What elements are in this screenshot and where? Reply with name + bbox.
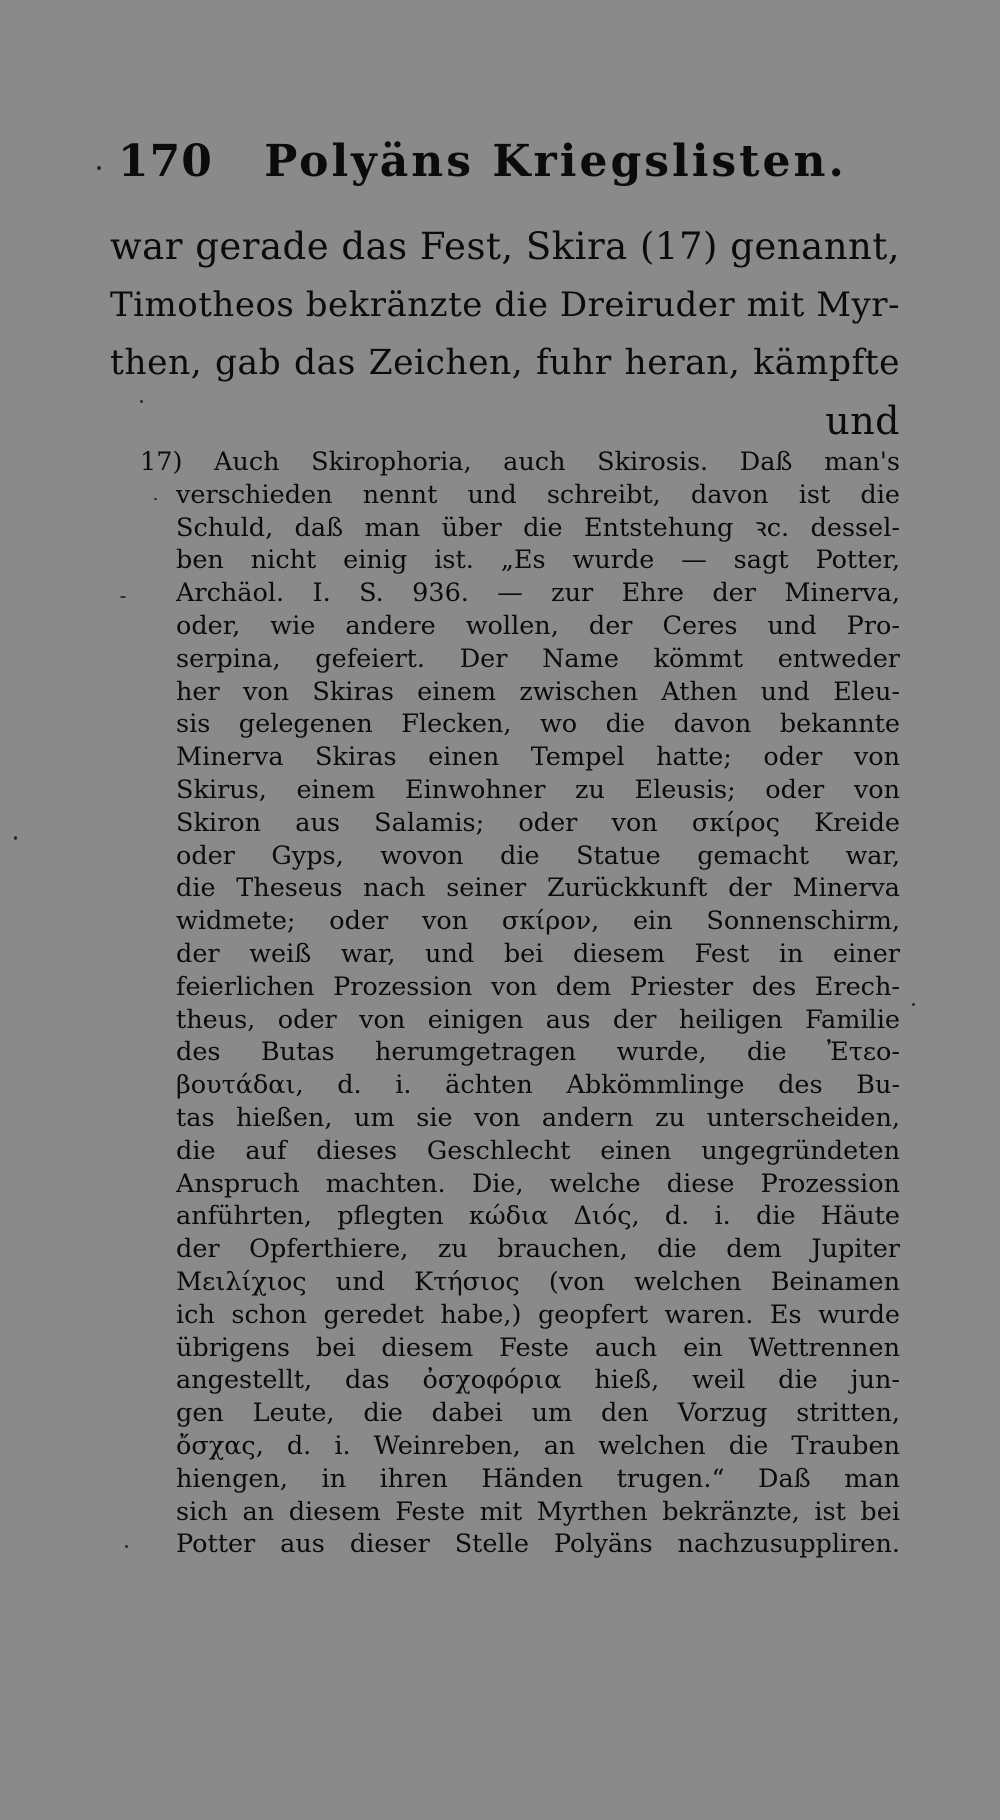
main-text-line: then, gab das Zeichen, fuhr heran, kämpfte xyxy=(110,343,900,383)
footnote-line: theus, oder von einigen aus der heiligen Familie xyxy=(176,1004,900,1035)
footnote-line: ich schon geredet habe,) geopfert waren. Es wurde xyxy=(176,1299,900,1330)
main-text xyxy=(110,218,900,450)
footnote-line: Skiron aus Salamis; oder von σκίρος Kreide xyxy=(176,807,900,838)
scan-speck xyxy=(140,400,143,403)
footnote-line: angestellt, das ὀσχοφόρια hieß, weil die jun- xyxy=(176,1365,900,1396)
footnote-line: die Theseus nach seiner Zurückkunft der Minerva xyxy=(176,873,900,904)
page-header xyxy=(118,132,878,192)
footnote-line: feierlichen Prozession von dem Priester des Erech- xyxy=(176,971,900,1002)
footnote-line: Skirus, einem Einwohner zu Eleusis; oder von xyxy=(176,774,900,805)
running-title: Polyäns Kriegslisten. xyxy=(264,136,847,187)
footnote-line: Archäol. I. S. 936. — zur Ehre der Minerva, xyxy=(176,578,900,609)
catchword: und xyxy=(825,399,900,443)
footnote-line: oder, wie andere wollen, der Ceres und Pro- xyxy=(176,610,900,641)
footnote-line: Schuld, daß man über die Entstehung ꝛc. dessel- xyxy=(176,512,900,543)
page-number: 170 xyxy=(118,136,213,187)
footnote-line: tas hießen, um sie von andern zu unterscheiden, xyxy=(176,1102,900,1133)
footnote-line: übrigens bei diesem Feste auch ein Wettrennen xyxy=(176,1332,900,1363)
main-text-line: Timotheos bekränzte die Dreiruder mit Myr- xyxy=(110,285,900,325)
footnote-line: Anspruch machten. Die, welche diese Prozession xyxy=(176,1168,900,1199)
footnote-line: der weiß war, und bei diesem Fest in einer xyxy=(176,938,900,969)
scan-speck xyxy=(14,836,17,840)
footnote-line: ὄσχας, d. i. Weinreben, an welchen die Trauben xyxy=(176,1430,900,1461)
scan-speck xyxy=(97,166,101,170)
footnote-line: verschieden nennt und schreibt, davon ist die xyxy=(176,479,900,510)
scan-speck xyxy=(120,596,126,598)
footnote-line: Potter aus dieser Stelle Polyäns nachzusuppliren. xyxy=(176,1529,900,1560)
footnote-line: die auf dieses Geschlecht einen ungegründeten xyxy=(176,1135,900,1166)
footnote-line: des Butas herumgetragen wurde, die Ἐτεο- xyxy=(176,1037,900,1068)
footnote-line: sich an diesem Feste mit Myrthen bekränzte, ist bei xyxy=(176,1496,900,1527)
scan-speck xyxy=(154,498,157,500)
scan-speck xyxy=(125,1545,128,1548)
footnote-line: widmete; oder von σκίρον, ein Sonnenschirm, xyxy=(176,906,900,937)
footnote-line: der Opferthiere, zu brauchen, die dem Jupiter xyxy=(176,1234,900,1265)
footnote-line: serpina, gefeiert. Der Name kömmt entweder xyxy=(176,643,900,674)
footnote-line: anführten, pflegten κώδια Διός, d. i. die Häute xyxy=(176,1201,900,1232)
footnote-line: Minerva Skiras einen Tempel hatte; oder von xyxy=(176,742,900,773)
footnote-line: βουτάδαι, d. i. ächten Abkömmlinge des Bu- xyxy=(176,1070,900,1101)
footnote-line: oder Gyps, wovon die Statue gemacht war, xyxy=(176,840,900,871)
main-text-line: war gerade das Fest, Skira (17) genannt, xyxy=(110,225,900,268)
footnote-line: her von Skiras einem zwischen Athen und Eleu- xyxy=(176,676,900,707)
footnote-line: hiengen, in ihren Händen trugen.“ Daß man xyxy=(176,1463,900,1494)
footnote xyxy=(140,446,900,1561)
footnote-line: sis gelegenen Flecken, wo die davon bekannte xyxy=(176,709,900,740)
footnote-line: 17) Auch Skirophoria, auch Skirosis. Daß man's xyxy=(140,447,900,477)
footnote-line: gen Leute, die dabei um den Vorzug stritten, xyxy=(176,1398,900,1429)
footnote-line: ben nicht einig ist. „Es wurde — sagt Potter, xyxy=(176,545,900,576)
footnote-line: Μειλίχιος und Κτήσιος (von welchen Beinamen xyxy=(176,1266,900,1297)
scan-speck xyxy=(912,1003,915,1006)
